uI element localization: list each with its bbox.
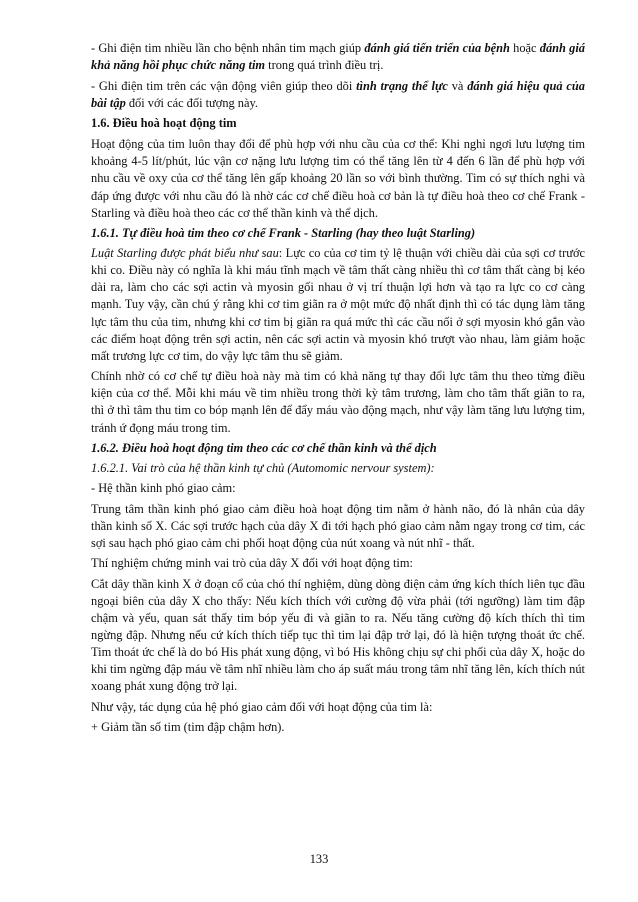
emphasis: tình trạng thể lực [356, 78, 448, 93]
paragraph-experiment: Cắt dây thần kinh X ở đoạn cổ của chó thí nghiệm, dùng dòng điện cảm ứng kích thích liên tục đầu ngoại biên của dây X cho thấy: Nếu kích thích với cường độ vừa phải (tới ngưỡng) làm tim đập chậm và yếu, quan sát thấy tim bóp yếu đi và giãn to ra. Nếu tăng cường độ kích thích thì tim ngừng đập. Nhưng nếu cứ kích thích tiếp tục thì tim lại đập trở lại, đó là hiện tượng thoát ức chế. Tim thoát ức chế là do bó His phát xung động, vì bó His không chịu sự chi phối của dây X, hoặc do khi tim ngừng đập máu về tâm nhĩ nhiều làm cho áp suất máu trong tâm nhĩ tăng lên, kích thích nút xoang phát xung động trở lại. [91, 576, 585, 694]
paragraph-vagus-center: Trung tâm thần kinh phó giao cảm điều hoà hoạt động tim nằm ở hành não, đó là nhân của dây thần kinh số X. Các sợi trước hạch của dây X đi tới hạch phó giao cảm nằm ngay trong cơ tim, các sợi sau hạch phó giao cảm chi phối hoạt động của nút xoang và nút nhĩ - thất. [91, 501, 585, 550]
page-number: 133 [309, 852, 329, 866]
emphasis: đánh giá khả năng hồi phục chức năng tim [91, 41, 585, 73]
paragraph-ecg-athletes: - Ghi điện tim trên các vận động viên giúp theo dõi tình trạng thể lực và đánh giá hiệu quả của bài tập đối với các đối tượng này. [91, 78, 585, 110]
section-heading-1-6-2-1: 1.6.2.1. Vai trò của hệ thần kinh tự chủ (Automomic nervour system): [91, 461, 435, 476]
emphasis: đánh giá hiệu quả của bài tập [91, 78, 585, 110]
paragraph-starling-law: Luật Starling được phát biểu như sau: Lực co của cơ tim tỷ lệ thuận với chiều dài của sợi cơ trước khi co. Điều này có nghĩa là khi máu tĩnh mạch về tâm thất càng nhiều thì cơ tâm thất càng bị kéo dài ra, làm cho các sợi actin và myosin gối nhau ở vị trí thuận lợi hơn và tạo ra lực co cơ càng mạnh. Tuy vậy, cần chú ý rằng khi cơ tim giãn ra ở một mức độ nhất định thì có tác dụng làm tăng lực tâm thu của tim, nhưng khi cơ tim bị giãn ra quá mức thì các cầu nối ở sợi myosin khó gắn vào các điểm hoạt động trên sợi actin, nên các sợi actin và myosin khó trượt vào nhau, làm giảm hoặc mất trương lực cơ tim, do vậy lực tâm thu sẽ giảm. [91, 246, 586, 363]
paragraph-ecg-patients: - Ghi điện tim nhiều lần cho bệnh nhân tim mạch giúp đánh giá tiến triển của bệnh hoặc đánh giá khả năng hồi phục chức năng tim trong quá trình điều trị. [91, 41, 585, 73]
paragraph-effects-intro: Như vậy, tác dụng của hệ phó giao cảm đối với hoạt động của tim là: [91, 699, 433, 714]
section-heading-1-6: 1.6. Điều hoà hoạt động tim [91, 116, 237, 131]
paragraph-effect-heart-rate: + Giảm tần số tim (tim đập chậm hơn). [91, 720, 285, 735]
section-heading-1-6-2: 1.6.2. Điều hoà hoạt động tim theo các cơ chế thần kinh và thể dịch [91, 441, 437, 456]
emphasis: đánh giá tiến triển của bệnh [364, 41, 510, 55]
paragraph-self-regulation: Chính nhờ có cơ chế tự điều hoà này mà tim có khả năng tự thay đổi lực tâm thu theo từng điều kiện của cơ thể. Mỗi khi máu về tim nhiều trong thời kỳ tâm trương, làm cho tâm thất giãn to ra, thì ở thì tâm thu tim co bóp mạnh lên để đẩy máu vào động mạch, như vậy làm tăng lưu lượng tim, tránh ứ đọng máu trong tim. [91, 369, 585, 435]
paragraph-heart-regulation: Hoạt động của tim luôn thay đổi để phù hợp với nhu cầu của cơ thể: Khi nghỉ ngơi lưu lượng tim khoảng 4-5 lít/phút, lúc vận cơ nặng lưu lượng tim có thể tăng lên từ 4 đến 6 lần để phù hợp với nhu cầu về oxy của cơ thể tăng lên gấp khoảng 20 lần so với bình thường. Tim có sự thích nghi và đáp ứng được với nhu cầu đó là nhờ các cơ chế điều hoà cơ bản là tự điều hoà theo cơ chế Frank - Starling và điều hoà theo các cơ thể thần kinh và thể dịch. [91, 137, 585, 220]
paragraph-experiment-intro: Thí nghiệm chứng minh vai trò của dây X đối với hoạt động tim: [91, 556, 413, 571]
document-body [91, 40, 585, 740]
section-heading-1-6-1: 1.6.1. Tự điều hoà tim theo cơ chế Frank - Starling (hay theo luật Starling) [91, 226, 476, 241]
paragraph-parasympathetic: - Hệ thần kinh phó giao cảm: [91, 481, 236, 496]
starling-lead: Luật Starling được phát biểu như sau [91, 246, 279, 261]
